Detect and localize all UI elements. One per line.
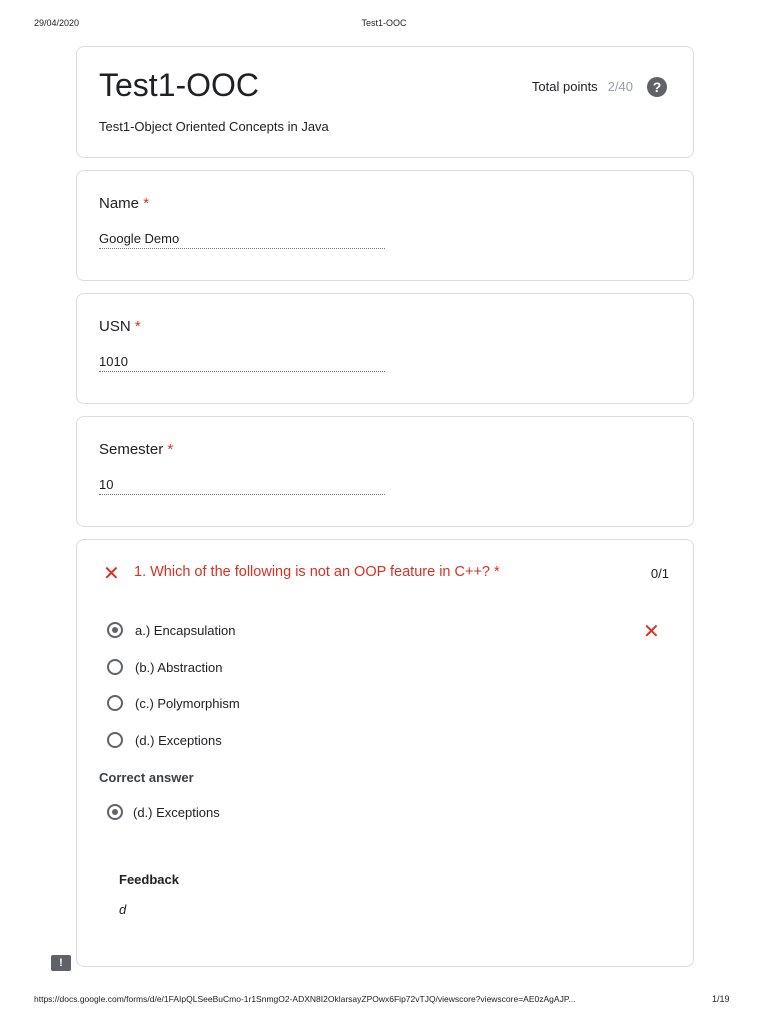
question-score: 0/1 [650, 566, 669, 581]
field-label: Name * [99, 195, 150, 212]
radio[interactable] [107, 732, 123, 748]
help-icon[interactable]: ? [647, 77, 667, 97]
name-field-card [76, 170, 694, 281]
print-url: https://docs.google.com/forms/d/e/1FAIpQLSeeBuCmo-1r1SnmgO2-ADXN8I2OklarsayZPOwx6Fip72vTJQ/viewscore?viewscore=AE0zAgAJP... [34, 994, 576, 1004]
form-description: Test1-Object Oriented Concepts in Java [99, 119, 329, 134]
usn-input[interactable]: 1010 [99, 354, 385, 372]
option-c[interactable]: (c.) Polymorphism [107, 695, 240, 711]
print-page: 1/19 [712, 994, 730, 1004]
radio[interactable] [107, 695, 123, 711]
form-header-card [76, 46, 694, 158]
correct-answer: (d.) Exceptions [107, 804, 220, 820]
name-input[interactable]: Google Demo [99, 231, 385, 249]
total-points: Total points 2/40 [531, 79, 633, 94]
question-text: 1. Which of the following is not an OOP feature in C++? * [134, 564, 500, 580]
form-title: Test1-OOC [99, 67, 260, 103]
option-b[interactable]: (b.) Abstraction [107, 659, 222, 675]
usn-field-card [76, 293, 694, 404]
option-d[interactable]: (d.) Exceptions [107, 732, 222, 748]
feedback-report-icon[interactable]: ! [51, 955, 71, 971]
print-title: Test1-OOC [361, 18, 407, 28]
field-label: Semester * [99, 441, 174, 458]
incorrect-icon: ✕ [103, 563, 120, 585]
semester-field-card [76, 416, 694, 527]
feedback-text: d [119, 902, 127, 917]
field-label: USN * [99, 318, 141, 335]
radio[interactable] [107, 659, 123, 675]
print-date: 29/04/2020 [34, 18, 80, 28]
semester-input[interactable]: 10 [99, 477, 385, 495]
correct-answer-label: Correct answer [99, 770, 194, 785]
radio-selected[interactable] [107, 622, 123, 638]
question-card [76, 539, 694, 967]
wrong-answer-icon: ✕ [643, 621, 660, 643]
radio-selected [107, 804, 123, 820]
feedback-label: Feedback [119, 872, 179, 887]
option-a[interactable]: a.) Encapsulation [107, 622, 235, 638]
